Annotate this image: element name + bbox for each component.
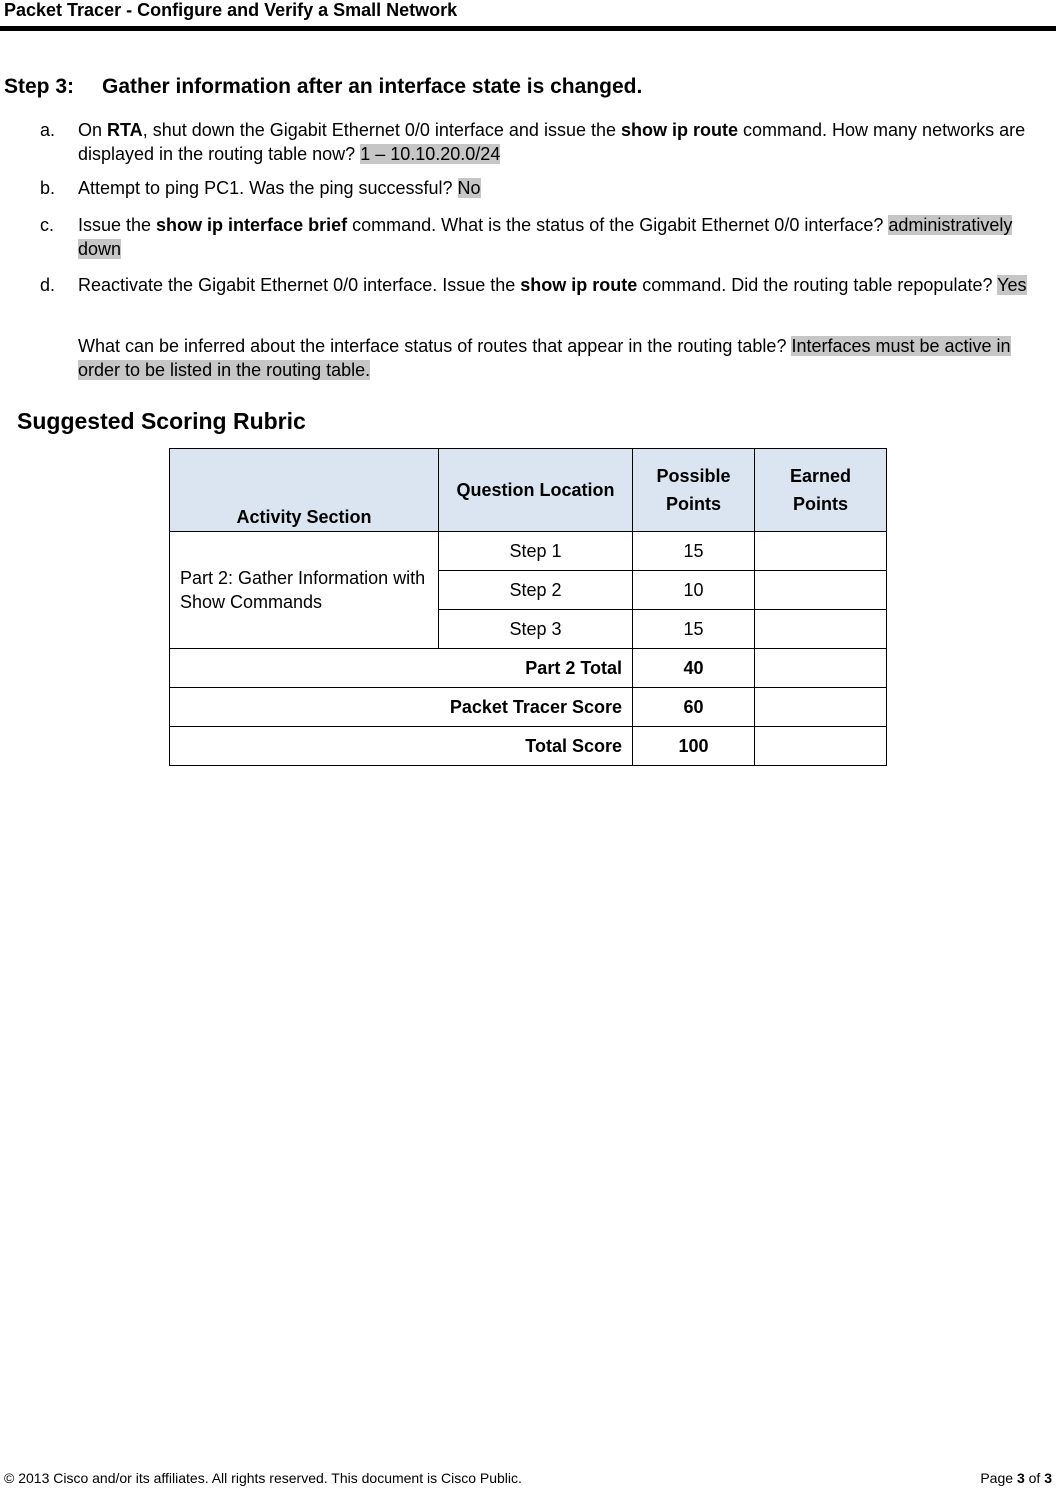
step-title: Gather information after an interface state is changed. (102, 75, 643, 98)
footer-copyright: © 2013 Cisco and/or its affiliates. All rights reserved. This document is Cisco Public. (4, 1470, 522, 1486)
page-header-title: Packet Tracer - Configure and Verify a Small Network (4, 0, 458, 20)
column-header: Question Location (439, 449, 633, 532)
item-text: command. How many networks are displayed in the routing table now? (78, 120, 1026, 164)
earned-points-cell (755, 532, 887, 571)
item-text: command. Did the routing table repopulate? (637, 275, 998, 295)
item-text: On (78, 120, 108, 140)
total-label-cell: Packet Tracer Score (170, 688, 633, 727)
command-name: show ip interface brief (156, 215, 348, 235)
footer-page-number (980, 1469, 1052, 1487)
question-location-cell: Step 3 (439, 610, 633, 649)
item-text: , shut down the Gigabit Ethernet 0/0 interface and issue the (142, 120, 621, 140)
question-location-cell: Step 1 (439, 532, 633, 571)
total-pages: 3 (1044, 1470, 1052, 1486)
scoring-rubric-table (169, 448, 887, 766)
question-location-cell: Step 2 (439, 571, 633, 610)
table-row (170, 688, 887, 727)
list-marker: b. (40, 178, 56, 198)
column-header: Possible Points (633, 449, 755, 532)
list-item (40, 176, 1052, 200)
possible-points-cell: 15 (633, 532, 755, 571)
total-label-cell: Part 2 Total (170, 649, 633, 688)
list-item (40, 273, 1052, 297)
total-points-cell: 60 (633, 688, 755, 727)
command-name: show ip route (621, 120, 738, 140)
earned-points-cell (755, 571, 887, 610)
item-text: command. What is the status of the Gigabit Ethernet 0/0 interface? (347, 215, 889, 235)
list-item (40, 213, 1052, 261)
activity-section-cell: Part 2: Gather Information with Show Commands (170, 532, 439, 649)
total-label-cell: Total Score (170, 727, 633, 766)
possible-points-cell: 15 (633, 610, 755, 649)
page-label: Page (980, 1470, 1017, 1486)
answer-highlight: Interfaces must be active in order to be listed in the routing table. (78, 336, 1011, 380)
list-marker: c. (40, 215, 55, 235)
item-text: Attempt to ping PC1. Was the ping successful? (78, 178, 458, 198)
column-header: Activity Section (170, 449, 439, 532)
device-name: RTA (107, 120, 143, 140)
inference-question: What can be inferred about the interface status of routes that appear in the routing table? (78, 336, 792, 356)
table-row (170, 649, 887, 688)
earned-points-cell (755, 727, 887, 766)
command-name: show ip route (520, 275, 638, 295)
current-page: 3 (1016, 1470, 1025, 1486)
item-text: Issue the (78, 215, 157, 235)
answer-highlight: 1 – 10.10.20.0/24 (360, 144, 501, 164)
earned-points-cell (755, 649, 887, 688)
answer-highlight: Yes (997, 275, 1027, 295)
list-marker: a. (40, 120, 56, 140)
table-row (170, 532, 887, 571)
item-text: Reactivate the Gigabit Ethernet 0/0 interface. Issue the (78, 275, 521, 295)
step-number: Step 3: (4, 75, 75, 98)
table-row (170, 727, 887, 766)
column-header: Earned Points (755, 449, 887, 532)
total-points-cell: 40 (633, 649, 755, 688)
possible-points-cell: 10 (633, 571, 755, 610)
page-of-label: of (1024, 1470, 1045, 1486)
table-header-row (170, 449, 887, 532)
answer-highlight: No (457, 178, 481, 198)
total-points-cell: 100 (633, 727, 755, 766)
header-divider (0, 26, 1056, 31)
step-heading (4, 74, 642, 100)
earned-points-cell (755, 688, 887, 727)
list-item (40, 118, 1052, 166)
list-marker: d. (40, 275, 56, 295)
inference-paragraph (78, 334, 1052, 382)
earned-points-cell (755, 610, 887, 649)
rubric-title: Suggested Scoring Rubric (17, 408, 306, 434)
answer-highlight: administratively down (78, 215, 1013, 259)
